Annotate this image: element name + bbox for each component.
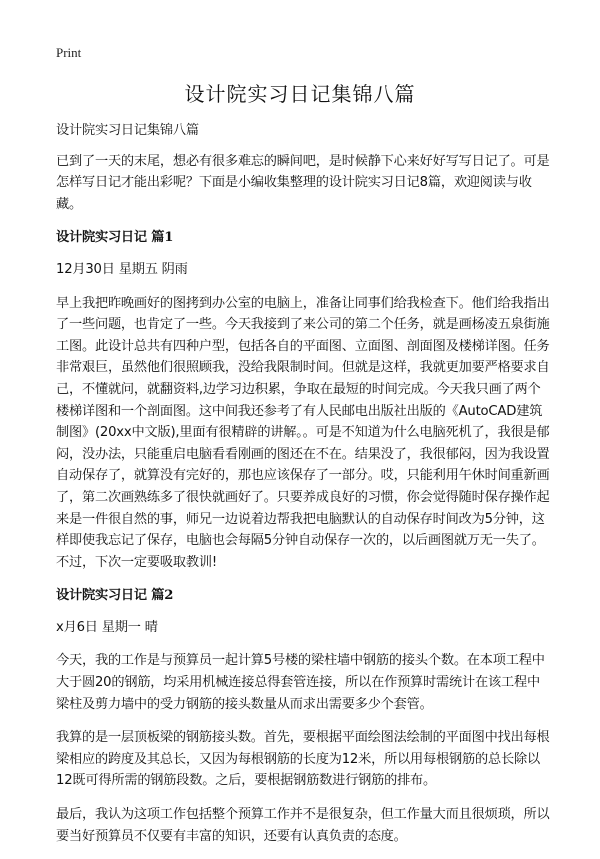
article-body: [56, 120, 552, 859]
section-2-paragraph: 我算的是一层顶板梁的钢筋接头数。首先，要根据平面绘图法绘制的平面图中找出每根梁相应的跨度及其总长，又因为每根钢筋的长度为12米，所以用每根钢筋的总长除以12既可得所需的钢筋段数。之后，要根据钢筋数进行钢筋的排布。: [56, 730, 550, 789]
intro-paragraph: 已到了一天的末尾，想必有很多难忘的瞬间吧，是时候静下心来好好写写日记了。可是怎样写日记才能出彩呢？下面是小编收集整理的设计院实习日记8篇，欢迎阅读与收藏。: [56, 153, 550, 212]
section-heading-2: 设计院实习日记 篇2: [56, 588, 174, 604]
article-subtitle: 设计院实习日记集锦八篇: [56, 123, 199, 138]
section-heading-1: 设计院实习日记 篇1: [56, 230, 174, 246]
section-date-1: 12月30日 星期五 阴雨: [56, 261, 188, 277]
section-2-paragraph: 最后，我认为这项工作包括整个预算工作并不是很复杂，但工作量大而且很烦琐，所以要当好预算员不仅要有丰富的知识，还要有认真负责的态度。: [56, 807, 550, 844]
section-date-2: x月6日 星期一 晴: [56, 619, 158, 635]
section-2-paragraph: 今天，我的工作是与预算员一起计算5号楼的梁柱墙中钢筋的接头个数。在本项工程中大于圆20的钢筋，均采用机械连接总得套管连接，所以在作预算时需统计在该工程中梁柱及剪力墙中的受力钢筋的接头数量从而求出需要多少个套管。: [56, 653, 545, 712]
page-title: 设计院实习日记集锦八篇: [184, 82, 416, 106]
print-link[interactable]: Print: [56, 45, 82, 60]
section-1-paragraph: 早上我把昨晚画好的图拷到办公室的电脑上，准备让同事们给我检查下。他们给我指出了一些问题，也肯定了一些。今天我接到了来公司的第二个任务，就是画杨凌五泉街施工图。此设计总共有四种户型，包括各自的平面图、立面图、剖面图及楼梯详图。任务非常艰巨，虽然他们很照顾我，没给我限制时间。但就是这样，我就更加要严格要求自己，不懂就问，就翻资料,边学习边积累，争取在最短的时间完成。今天我只画了两个楼梯详图和一个剖面图。这中间我还参考了有人民邮电出版社出版的《AutoCAD建筑制图》(20xx中文版),里面有很精辟的讲解。。可是不知道为什么电脑死机了，我很是郁闷，没办法，只能重启电脑看看刚画的图还在不在。结果没了，我很郁闷，因为我设置自动保存了，就算没有完好的，那也应该保存了一部分。哎，只能利用午休时间重新画了，第二次画熟练多了很快就画好了。只要养成良好的习惯，你会觉得随时保存操作起来是一件很自然的事，师兄一边说着边帮我把电脑默认的自动保存时间改为5分钟，这样即使我忘记了保存，电脑也会每隔5分钟自动保存一次的，以后画图就万无一失了。不过，下次一定要吸取教训!: [56, 295, 550, 570]
